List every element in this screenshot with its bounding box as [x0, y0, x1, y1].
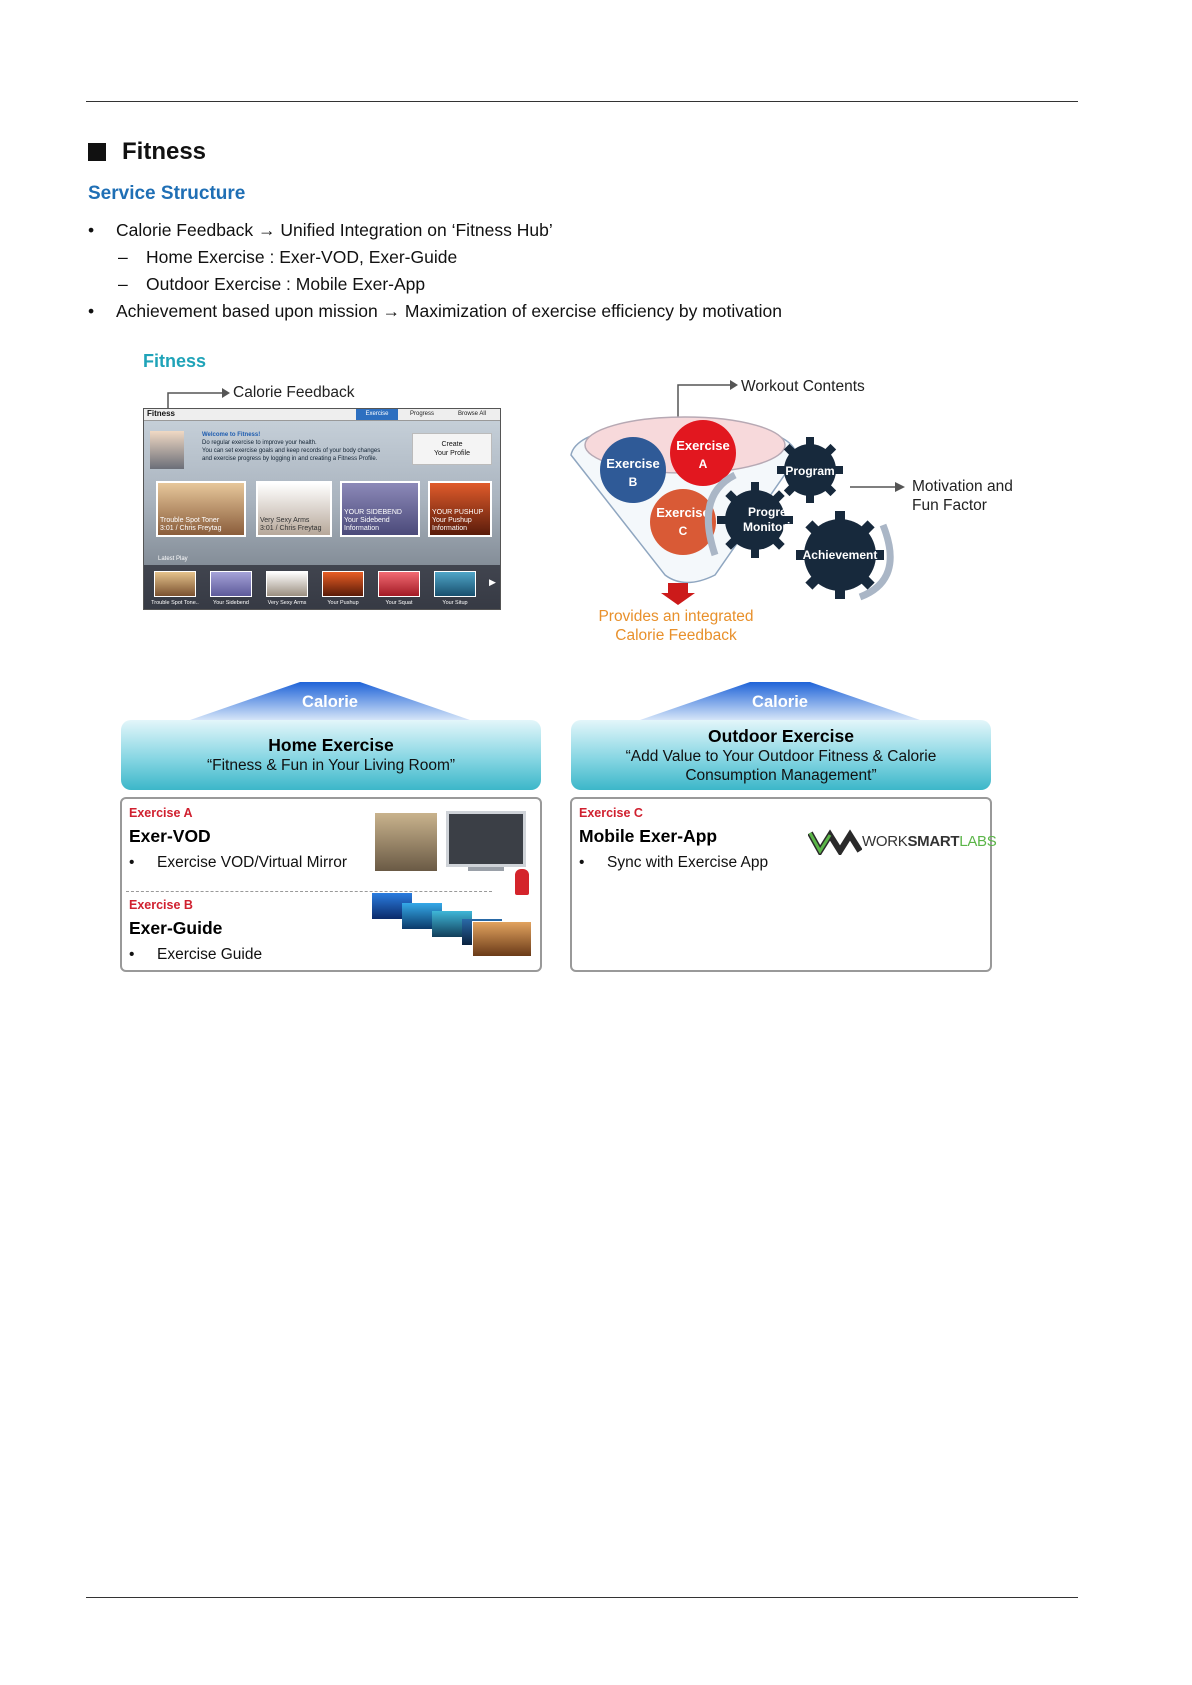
avatar [150, 431, 184, 469]
card-title: Trouble Spot Toner [160, 517, 220, 524]
bottom-rule [86, 1597, 1078, 1598]
card-subtitle: 3:01 / Chris Freytag [160, 525, 222, 532]
motivation-callout [912, 477, 1013, 515]
callout-line: Motivation and [912, 478, 1013, 495]
gear-achievement-text: Achievement [802, 548, 878, 562]
bullet-marker: • [129, 854, 135, 871]
square-bullet-icon [88, 143, 106, 161]
thumbnail[interactable] [378, 571, 420, 597]
arrowhead-icon [730, 380, 738, 390]
thumbnail[interactable] [210, 571, 252, 597]
vod-photo [375, 813, 437, 871]
home-exercise-box [120, 797, 542, 972]
thumbnail[interactable] [266, 571, 308, 597]
tab-progress[interactable]: Progress [409, 411, 434, 417]
latest-play-label: Latest Play [158, 556, 188, 562]
bullet-text: Calorie Feedback → Unified Integration on ‘Fitness Hub’ [116, 220, 553, 240]
sub-bullet-item [88, 244, 782, 271]
arrowhead-icon [895, 482, 905, 492]
mobile-exer-app-title: Mobile Exer-App [579, 826, 718, 846]
exer-guide-title: Exer-Guide [129, 918, 223, 938]
exercise-c-text: Exercise [656, 505, 710, 520]
guide-screen [472, 921, 532, 957]
video-card[interactable] [340, 481, 420, 537]
calorie-label-home: Calorie [302, 693, 358, 711]
top-rule [86, 101, 1078, 102]
down-arrow-icon [661, 583, 695, 605]
home-exercise-tagline: “Fitness & Fun in Your Living Room” [206, 757, 456, 774]
result-line: Provides an integrated [598, 608, 754, 625]
thumbnail-label: Your Squat [385, 600, 413, 606]
outdoor-exercise-tagline: “Add Value to Your Outdoor Fitness & Calorie [625, 748, 937, 765]
bullet-text: Sync with Exercise App [607, 854, 769, 871]
bullet-text: Achievement based upon mission → Maximization of exercise efficiency by motivation [116, 301, 782, 321]
bullet-text: Home Exercise : Exer-VOD, Exer-Guide [146, 247, 458, 267]
bullet-item [88, 298, 782, 325]
card-title: YOUR SIDEBEND [344, 509, 402, 516]
bullet-item [88, 217, 782, 244]
hub-title: Fitness [147, 409, 176, 418]
bullet-marker: • [88, 301, 95, 321]
welcome-line: You can set exercise goals and keep records of your body changes [202, 448, 381, 454]
bullet-list [88, 217, 782, 325]
create-button-line: Your Profile [434, 450, 470, 457]
thumbnail-label: Your Situp [442, 600, 468, 606]
tv-mirror-icon [446, 811, 526, 867]
diagram-label: Fitness [143, 351, 207, 371]
hub-welcome [202, 431, 402, 463]
exercise-b-text: Exercise [606, 456, 660, 471]
card-title: Very Sexy Arms [260, 517, 310, 524]
exer-guide-bullet [129, 946, 262, 964]
video-card[interactable] [156, 481, 246, 537]
gear-progress-text: Monitoring [743, 520, 805, 534]
video-card[interactable] [256, 481, 332, 537]
bullet-text: Exercise VOD/Virtual Mirror [157, 854, 348, 871]
bullet-marker: – [118, 274, 128, 294]
exer-vod-bullet [129, 854, 347, 872]
section-title-text: Fitness [122, 138, 207, 165]
hub-topbar [144, 409, 500, 421]
card-subtitle: 3:01 / Chris Freytag [260, 525, 322, 532]
card-title: YOUR PUSHUP [432, 509, 484, 516]
exercise-a-circle [670, 420, 736, 486]
thumbnail-label: Very Sexy Arms [267, 600, 307, 606]
tab-browse-all[interactable]: Browse All [457, 411, 486, 417]
sub-bullet-item [88, 271, 782, 298]
home-exercise-heading: Home Exercise [268, 735, 394, 755]
exercise-b-tag: Exercise B [129, 898, 193, 912]
welcome-line: Do regular exercise to improve your health. [202, 440, 317, 446]
thumbnail[interactable] [322, 571, 364, 597]
dashed-divider [126, 891, 492, 892]
gear-progress-text: Progress [747, 505, 801, 519]
bullet-marker: • [88, 220, 95, 240]
card-subtitle: Your Sidebend Information [344, 517, 390, 532]
exercise-b-letter: B [628, 475, 638, 489]
thumbnail-label: Your Sidebend [213, 600, 249, 606]
calorie-feedback-callout: Calorie Feedback [233, 384, 355, 401]
gear-program-text: Program [785, 464, 835, 478]
home-exercise-banner [121, 720, 541, 790]
exer-vod-title: Exer-VOD [129, 826, 211, 846]
create-profile-button[interactable] [412, 433, 492, 465]
section-title [88, 138, 206, 166]
exercise-a-letter: A [698, 457, 708, 471]
calorie-label-outdoor: Calorie [752, 693, 808, 711]
thumbnail[interactable] [434, 571, 476, 597]
chevron-right-icon[interactable]: ▶ [489, 577, 496, 587]
bullet-marker: • [579, 854, 585, 871]
outdoor-exercise-banner [571, 720, 991, 790]
card-subtitle: Your Pushup Information [432, 517, 472, 532]
bullet-text: Outdoor Exercise : Mobile Exer-App [146, 274, 426, 294]
workout-contents-callout: Workout Contents [741, 378, 865, 395]
welcome-line: and exercise progress by logging in and creating a Fitness Profile. [202, 456, 378, 462]
exercise-a-text: Exercise [676, 438, 730, 453]
logo-mark-icon [808, 827, 862, 855]
tv-stand [468, 867, 504, 871]
logo-part: LABS [959, 833, 997, 850]
funnel-result-text [586, 607, 766, 645]
exercise-a-tag: Exercise A [129, 806, 193, 820]
callout-line: Fun Factor [912, 497, 987, 514]
thumbnail-label: Your Pushup [327, 600, 359, 606]
exercise-c-tag: Exercise C [579, 806, 643, 820]
result-line: Calorie Feedback [615, 627, 737, 644]
create-button-line: Create [441, 441, 463, 448]
bullet-text: Exercise Guide [157, 946, 263, 963]
mobile-exer-app-bullet [579, 854, 768, 872]
tab-exercise[interactable]: Exercise [356, 409, 398, 420]
welcome-title: Welcome to Fitness! [202, 432, 261, 438]
video-card[interactable] [428, 481, 492, 537]
thumbnail[interactable] [154, 571, 196, 597]
subsection-title: Service Structure [88, 183, 246, 204]
logo-part: WORK [862, 833, 908, 850]
outdoor-exercise-tagline: Consumption Management” [685, 767, 877, 784]
outdoor-exercise-heading: Outdoor Exercise [708, 726, 854, 746]
logo-part: SMART [907, 833, 960, 850]
outdoor-exercise-box [570, 797, 997, 972]
bullet-marker: • [129, 946, 135, 963]
fitness-hub-screenshot [143, 408, 501, 610]
worksmartlabs-logo [808, 827, 997, 857]
bullet-marker: – [118, 247, 128, 267]
figure-icon [515, 869, 529, 895]
thumbnail-label: Trouble Spot Tone.. [151, 600, 199, 606]
funnel-diagram [565, 375, 905, 645]
exercise-c-letter: C [678, 524, 688, 538]
